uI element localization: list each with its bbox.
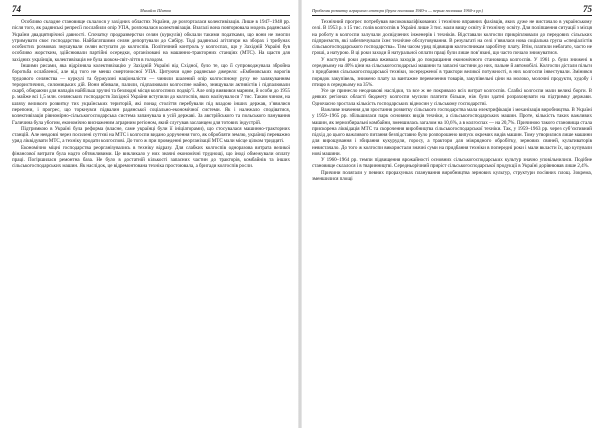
paragraph: Підтримкою в Україні була реформа (власне, саме українці були її ініціаторами), що стосувалася машинно-тракторних станцій. Але невдовзі через посилені суттєві на МТС і колгоспи видано доручення того, як обробляти землю, українці переважно уряд ліквідувати МТС, а техніку продати колгоспові. До того ж при проведенні реорганізації МТС мали місце цілком тридцяті.: [12, 125, 290, 145]
paragraph: У наступні роки держава вживала заходів до покращання економічного становища колгоспів. У 1961 р. були знижені в середньому на 40% ціни на сільськогосподарські машини та запасні частини до них, пальне й автомобілі. Колгоспи дістали пільги з придбання сільськогосподарської техніки, зосередженої в трактори великої потужності, в них колгоспи інвестували. Змінився порядок закупівель, знижено плату за вантажне перевезення товарів, закупівельні ціни на молоко, молочні продукти, худобу і птицю в середньому на 35%.: [312, 56, 592, 88]
running-head-left: Михайло Шитов: [140, 8, 171, 13]
page-number-right: 75: [583, 4, 592, 14]
right-page-body: [312, 19, 592, 182]
paragraph: Усе це принесло неоднакові наслідки, та все ж не покривало всіх витрат колгоспів. Слабкі колгоспи мали великі борги. В деяких регіонах області бюджету колгоспи мусили платити більше, ніж були здатні розраховувати на підтримку держави. Одночасно зростала кількість господарських відносин у сільському господарстві.: [312, 88, 592, 107]
paragraph: Причини полягали у певних прорахунках планування виробництва зернових культур, структури посівних площ. Зокрема, зменшилися площі: [312, 169, 592, 183]
left-page-body: [12, 19, 290, 170]
running-head-right: Проблеми розвитку аграрного сектора (друга половина 1940-х — перша половина 1960-х рр.): [312, 8, 484, 13]
left-page: [0, 0, 298, 428]
paragraph: Технічний прогрес потребував висококваліфікованих і технічно вправних фахівців, яких дуже не вистачало в українському селі. В 1953 р. з 15 тис. голів колгоспів в Україні лише 3 тис. мали вищу освіту й технічну освіту. Для поліпшення ситуації з місця на роботу в колгоспи залучали досвідчених інженерів і техніків. Відставали колгоспи прикріплювали до передових сільських підприємств, які забезпечували їхнє технічне обслуговування. В результаті на селі з’явилася нова соціальна група «спеціалістів сільськогосподарського господарства». Тим часом уряд підвищив колгоспникам заробітну плату. Втім, платили небагато, часто не гроші, а натурою. В ці роки заходи й натуральної оплати праці були лише пов’язані, що часто почало знижуватися.: [312, 19, 592, 57]
paragraph: У 1960–1964 рр. темпи підвищення врожайності основних сільськогосподарських культур значно уповільнилися. Подібне становище склалося і в тваринництві. Середньорічний приріст сільськогосподарської продукції в Україні дорівнював лише 2,4%.: [312, 157, 592, 170]
right-page: [302, 0, 600, 428]
paragraph: Економічно міцні господарства реорганізувались в техніку відразу. Для слабких колгоспів одноразова витрата великої фінансової витрати була надто обтяжливими. Це викликало у них значні економічні труднощі, що іноді обмежували оплату праці. Погіршилася ремонтна база. Не було в достатній кількості запасних частин до тракторів, комбайнів та інших сільськогосподарських машин. Як наслідок, це відремонтована техніка простоювала, а бригади колгоспів росли.: [12, 144, 290, 170]
right-page-header: [312, 4, 592, 16]
page-number-left: 74: [12, 4, 21, 14]
left-page-header: [12, 4, 290, 16]
paragraph: Особливо складне становище склалося у західних областях України, де розгорталася колективізація. Лише в 1947–1948 рр. після того, як радянські репресії послабили опір УПА, розпочалася колективізація. Взагалі вона повторювала модель радянської України двадцятирічної давності. Спочатку продразверстки селян (куркулів) обклали такими податками, що вони не змогли утримувати своє господарство. Найбагатшими селян депортували до Сибіру. Тоді радянські агітатори на зборах і трибунах особистих розмовах змушували селян вступати до колгоспів. Політичний контроль у колгоспах, що у Західній Україні був особливо жорстким, здійснювали партійні осередки, організовані на машинно-тракторних станціях (МТС). На щастя для західних українців, колективізація не була шоком-світ-ліття в голодом.: [12, 19, 290, 63]
paragraph: Важливе значення для зростання розвитку сільського господарства мала електрифікація і механізація виробництва. В Україні у 1959–1965 рр. збільшилася парк основних видів техніки, а сільськогосподарських машин. Проте, кількість таких важливих машин, як зернозбиральні комбайни, зменшилась загалом на 10,6%, а в колгоспах — на 20,7%. Причиною такого становища стала прискорена ліквідація МТС та скорочення виробництва сільськогосподарської техніки. Так, у 1959–1963 рр. через суб’єктивний підхід до цього важливого питання безпідставно було розпорошено випуск окремих видів машин. Тому утворилися лише машини для вирощування і збирання кукурудзи, горосу, а трактори для міжрядного обробітку, зернових свиней, культиваторів невистачало. До того ж колгоспи використали значні суми на придбання техніки в попередні роки і мали вкласти їх, що купували нові машини.: [312, 106, 592, 157]
paragraph: Іншими рисами, яка відрізняла колективізацію у Західній Україні від Східної, було те, що її супроводжувала збройна боротьба ослабленої, але від того не менш смертоносної УПА. Цитуючи одне радянське джерело: «Ембмовських ворогів трудового селянства — куркулі та буржуазні націоналісти — чинили шалений опір колгоспному руху не залякуванням терористичних, силомицьких дій. Вони вбивали, палили, підпалювали колгоспне майно, знищували активістів і підпалювали скарб, обираючи для нападів найбільш зручні та безлюдні місця колгоспних подвір’ї. Але опір виявився марним, й особи до 1955 р. майже всі 1,5 млн. селянських господарств Західної України вступили до колгоспів, яких налічувалося 7 тис. Таким чином, на шляху великого розвитку тих українських територій, які понад століття перебували під владою інших держав, з’явилися перепони, і прогрес, що торкнувся підвалин радянської соціально-економічної системи. Як і належало сподіватися, колективізація рівномірно-сільськогосподарська система запанувала в усій державі. За австрійського та польського панування Галичина була убогим, економічно виснаженим аграрним регіоном, який слугував засланцем для тотових індустрій.: [12, 62, 290, 126]
